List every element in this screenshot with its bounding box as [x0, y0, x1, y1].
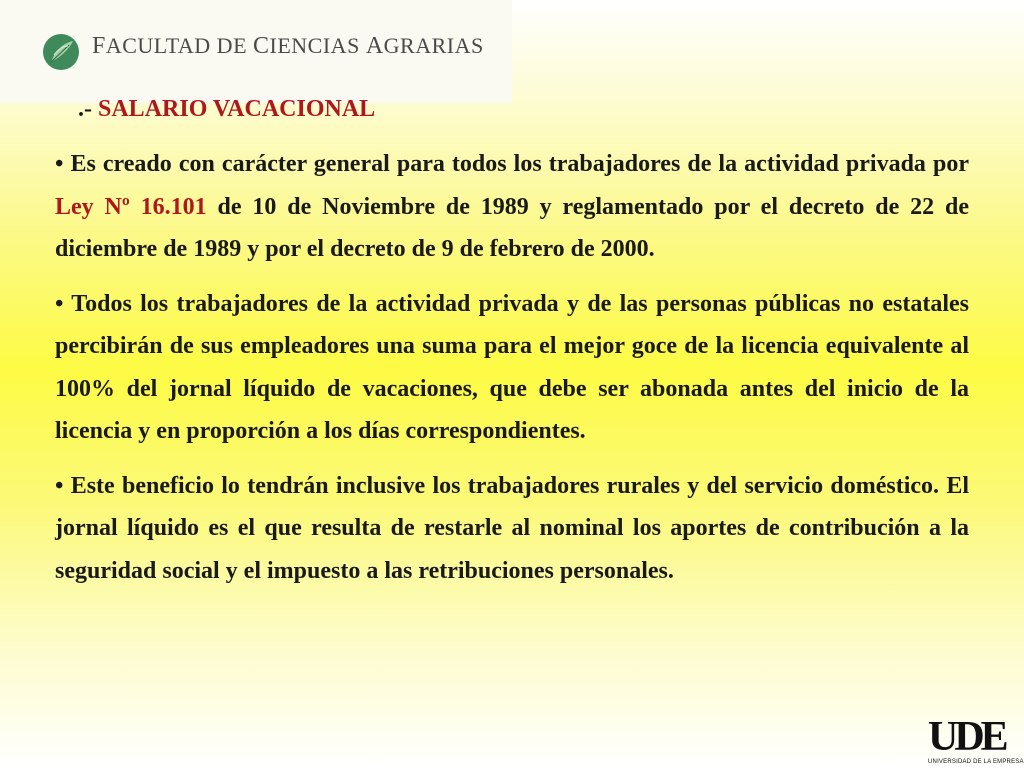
content-body	[55, 143, 969, 604]
ude-logo-text: UDE	[928, 714, 1005, 760]
bullet: •	[55, 151, 71, 177]
paragraph-ley: • Es creado con carácter general para todos los trabajadores de la actividad privada por Ley Nº 16.101 de 10 de Noviembre de 1989 y reglamentado por el decreto de 22 de diciembre de 1989 y por el decreto de 9 de febrero de 2000.	[55, 151, 969, 262]
ude-logo	[928, 714, 1024, 766]
section-title-text: SALARIO VACACIONAL	[98, 96, 376, 122]
faculty-name: FACULTAD DE CIENCIAS AGRARIAS	[92, 33, 484, 59]
ude-logo-subtitle: UNIVERSIDAD DE LA EMPRESA	[928, 759, 1024, 765]
paragraph-jornal: • Este beneficio lo tendrán inclusive los trabajadores rurales y del servicio doméstico. El jornal líquido es el que resulta de restarle al nominal los aportes de contribución a la seguridad social y el impuesto a las retribuciones personales.	[55, 472, 970, 584]
leaf-emblem-icon	[42, 33, 80, 71]
paragraph-beneficiarios: • Todos los trabajadores de la actividad privada y de las personas públicas no estatales percibirán de sus empleadores una suma para el mejor goce de la licencia equivalente al 100% del jornal líquido de vacaciones, que debe ser abonada antes del inicio de la licencia y en proporción a los días correspondientes.	[55, 290, 969, 444]
header	[0, 0, 512, 103]
section-prefix: .-	[78, 96, 98, 122]
bullet: •	[55, 290, 72, 317]
section-title	[78, 95, 375, 124]
bullet: •	[55, 472, 71, 499]
law-reference: Ley Nº 16.101	[55, 193, 207, 220]
